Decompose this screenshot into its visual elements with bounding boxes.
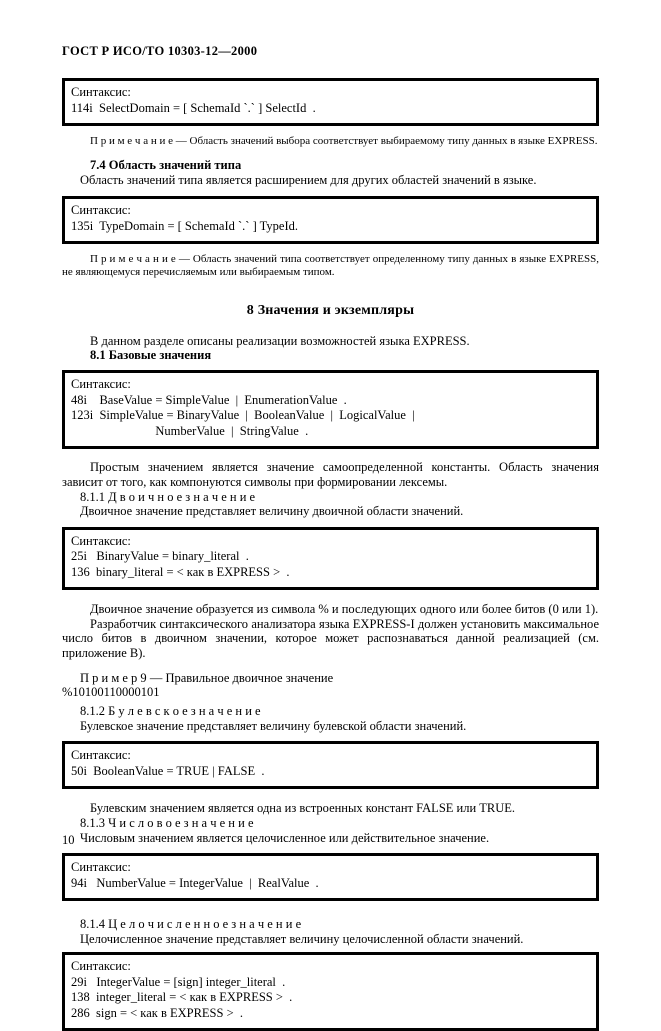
syntax-box-booleanvalue	[62, 741, 599, 789]
note-label: П р и м е ч а н и е	[90, 135, 173, 147]
syntax-box-typedomain	[62, 196, 599, 244]
syntax-label: Синтаксис:	[71, 959, 131, 974]
body-section-8: В данном разделе описаны реализации возможностей языка EXPRESS.	[90, 333, 470, 348]
body-8-1: Простым значением является значение самоопределенной константы. Область значения зависит от того, как компонуются символы при формировании лексемы.	[62, 460, 599, 489]
syntax-box-selectdomain	[62, 78, 599, 126]
heading-8-1: 8.1 Базовые значения	[90, 348, 212, 363]
heading-8-1-2	[62, 704, 599, 719]
example-9-heading	[62, 671, 599, 686]
syntax-rule: 138 integer_literal = < как в EXPRESS > .	[71, 990, 293, 1005]
syntax-box-numbervalue	[62, 853, 599, 901]
body-7-4: Область значений типа является расширением для других областей значений в языке.	[80, 173, 537, 188]
heading-8-1-1-number: 8.1.1	[80, 489, 109, 504]
syntax-label: Синтаксис:	[71, 203, 131, 217]
syntax-label: Синтаксис:	[71, 85, 131, 99]
syntax-label: Синтаксис:	[71, 748, 131, 763]
heading-8-1-1	[62, 490, 599, 505]
syntax-rule: 135i TypeDomain = [ SchemaId `.` ] TypeId.	[71, 218, 299, 233]
syntax-box-binaryvalue	[62, 527, 599, 591]
syntax-rule-continuation: NumberValue | StringValue .	[71, 423, 309, 438]
heading-8-1-2-title: Б у л е в с к о е з н а ч е н и е	[108, 704, 261, 719]
heading-8-1-3-number: 8.1.3	[80, 816, 109, 831]
note-text: — Область значений типа соответствует определенному типу данных в языке EXPRESS, не являющемуся перечисляемым или выбираемым типом.	[62, 253, 599, 279]
heading-8-1-4-title: Ц е л о ч и с л е н н о е з н а ч е н и е	[108, 917, 302, 932]
syntax-label: Синтаксис:	[71, 533, 131, 548]
body-8-1-3: Числовым значением является целочисленное или действительное значение.	[80, 830, 490, 845]
syntax-rule: 114i SelectDomain = [ SchemaId `.` ] SelectId .	[71, 100, 316, 115]
syntax-rule: 286 sign = < как в EXPRESS > .	[71, 1005, 244, 1020]
example-9-value: %10100110000101	[62, 685, 160, 700]
syntax-box-basevalue	[62, 370, 599, 449]
body-binary-2: Разработчик синтаксического анализатора языка EXPRESS-I должен установить максимальное число битов в двоичном значении, которое может распознаваться данной реализацией (см. приложение В).	[62, 616, 599, 661]
heading-8-1-2-number: 8.1.2	[80, 704, 109, 719]
syntax-rule: 48i BaseValue = SimpleValue | EnumerationValue .	[71, 392, 347, 407]
syntax-label: Синтаксис:	[71, 860, 131, 875]
example-9-label: П р и м е р 9	[80, 670, 150, 685]
page-content	[62, 78, 599, 1031]
heading-8-1-1-title: Д в о и ч н о е з н а ч е н и е	[108, 489, 256, 504]
syntax-rule: 25i BinaryValue = binary_literal .	[71, 549, 249, 564]
body-binary-1: Двоичное значение образуется из символа % и последующих одного или более битов (0 или 1).	[90, 602, 599, 617]
heading-7-4: 7.4 Область значений типа	[90, 158, 242, 173]
heading-section-8: 8 Значения и экземпляры	[246, 302, 415, 318]
syntax-rule: 94i NumberValue = IntegerValue | RealValue .	[71, 875, 319, 890]
note-label: П р и м е ч а н и е	[90, 253, 176, 265]
page-header-standard-title: ГОСТ Р ИСО/ТО 10303-12—2000	[62, 44, 258, 58]
heading-8-1-3	[62, 816, 599, 831]
page-number: 10	[62, 833, 75, 847]
heading-8-1-3-title: Ч и с л о в о е з н а ч е н и е	[108, 816, 254, 831]
heading-8-1-4	[62, 917, 599, 932]
syntax-label: Синтаксис:	[71, 377, 131, 392]
syntax-box-integervalue	[62, 952, 599, 1031]
body-boolean-2: Булевским значением является одна из встроенных констант FALSE или TRUE.	[90, 801, 516, 816]
syntax-rule: 123i SimpleValue = BinaryValue | BooleanValue | LogicalValue |	[71, 408, 415, 423]
body-8-1-4: Целочисленное значение представляет величину целочисленной области значений.	[80, 931, 524, 946]
syntax-rule: 50i BooleanValue = TRUE | FALSE .	[71, 763, 265, 778]
syntax-rule: 29i IntegerValue = [sign] integer_literal .	[71, 974, 286, 989]
note-text: — Область значений выбора соответствует выбираемому типу данных в языке EXPRESS.	[173, 135, 598, 147]
heading-8-1-4-number: 8.1.4	[80, 917, 109, 932]
body-8-1-1: Двоичное значение представляет величину двоичной области значений.	[80, 504, 464, 519]
body-8-1-2: Булевское значение представляет величину булевской области значений.	[80, 718, 467, 733]
note-type-domain	[62, 253, 599, 280]
note-select-domain	[62, 135, 599, 148]
example-9-title: — Правильное двоичное значение	[149, 670, 334, 685]
syntax-rule: 136 binary_literal = < как в EXPRESS > .	[71, 564, 290, 579]
